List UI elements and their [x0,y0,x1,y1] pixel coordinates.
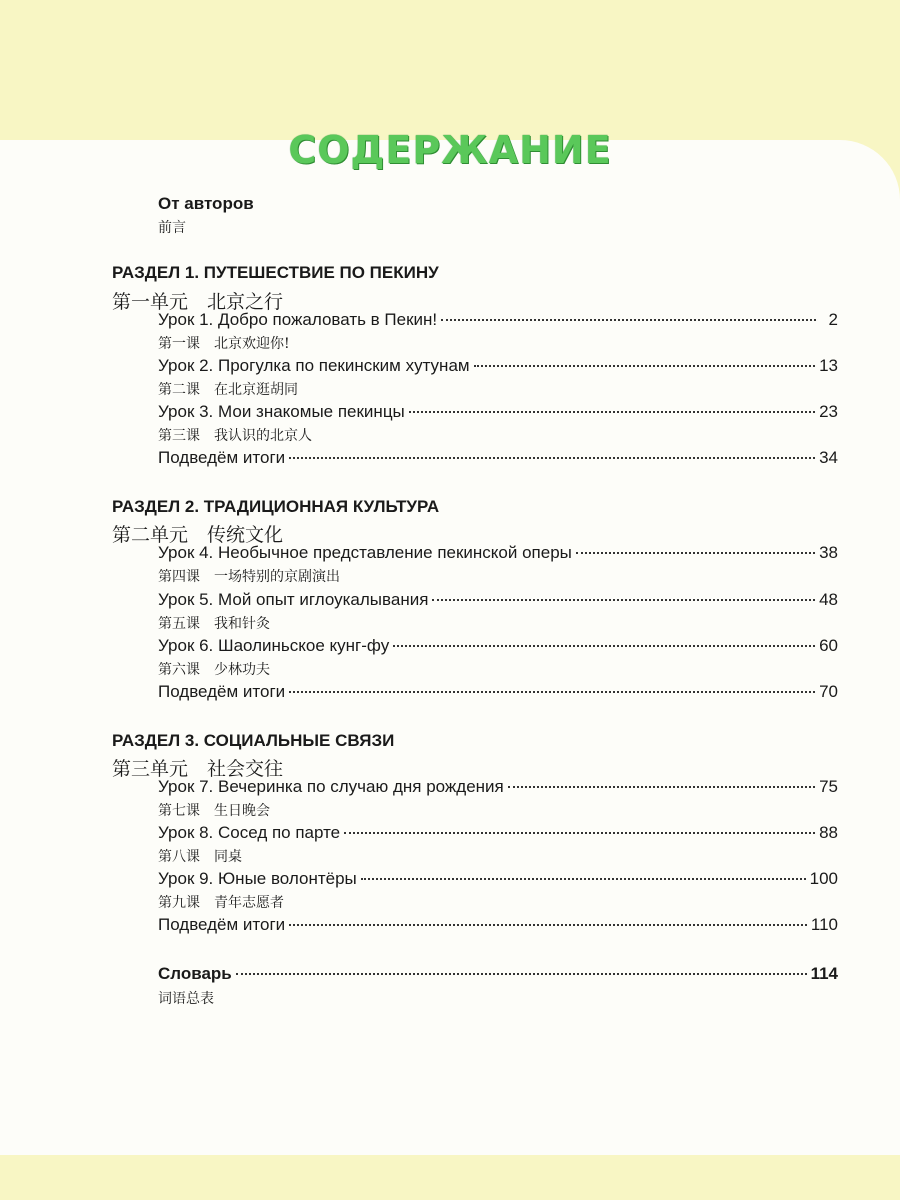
leader-dots [289,691,815,693]
lesson-title-zh: 第六课 少林功夫 [158,662,270,678]
toc-entry[interactable] [158,590,838,610]
toc-entry[interactable] [158,356,838,376]
leader-dots [432,599,815,601]
toc-entry[interactable] [158,823,838,843]
dictionary-title: Словарь [158,964,232,983]
lesson-title-zh: 第一课 北京欢迎你! [158,336,290,352]
lesson-title: Урок 1. Добро пожаловать в Пекин! [158,310,438,329]
lesson-title: Урок 8. Сосед по парте [158,823,341,842]
leader-dots [576,552,815,554]
page-number: 114 [810,964,838,983]
lesson-title: Урок 2. Прогулка по пекинским хутунам [158,356,470,375]
lesson-title-zh: 第八课 同桌 [158,849,242,865]
lesson-title-zh: 第三课 我认识的北京人 [158,428,312,444]
unit-title: 第一单元 北京之行 [112,291,284,313]
leader-dots [474,365,815,367]
lesson-title: Урок 3. Мои знакомые пекинцы [158,402,405,421]
lesson-title: Урок 5. Мой опыт иглоукалывания [158,590,429,609]
leader-dots [409,411,815,413]
toc-entry-summary[interactable] [158,682,838,702]
page-number: 23 [819,402,838,421]
page-number: 100 [809,869,838,888]
lesson-title: Урок 7. Вечеринка по случаю дня рождения [158,777,504,796]
leader-dots [236,973,807,975]
lesson-title-zh: 第五课 我和针灸 [158,616,270,632]
lesson-title-zh: 第四课 一场特别的京剧演出 [158,569,340,585]
toc-entry[interactable] [158,777,838,797]
page-number: 75 [819,777,838,796]
leader-dots [289,457,815,459]
unit-title: 第三单元 社会交往 [112,758,284,780]
page-number: 2 [828,310,838,329]
page-number: 70 [819,682,838,701]
page-number: 38 [819,543,838,562]
page-number: 34 [819,448,838,467]
leader-dots [289,924,807,926]
dictionary-title-zh: 词语总表 [158,991,214,1007]
toc-entry[interactable] [158,869,838,889]
lesson-title: Урок 6. Шаолиньское кунг-фу [158,636,390,655]
summary-title: Подведём итоги [158,915,286,934]
section-heading: РАЗДЕЛ 3. СОЦИАЛЬНЫЕ СВЯЗИ [112,731,395,750]
page-number: 48 [819,590,838,609]
leader-dots [361,878,806,880]
toc-entry-dictionary[interactable] [158,964,838,984]
toc-entry[interactable] [158,543,838,563]
leader-dots [344,832,815,834]
summary-title: Подведём итоги [158,448,286,467]
leader-dots [393,645,815,647]
toc-entry[interactable] [158,402,838,422]
preface-zh: 前言 [158,220,186,236]
toc-entry[interactable] [158,310,838,330]
page-number: 13 [819,356,838,375]
toc-entry[interactable] [158,636,838,656]
unit-title: 第二单元 传统文化 [112,524,284,546]
section-heading: РАЗДЕЛ 1. ПУТЕШЕСТВИЕ ПО ПЕКИНУ [112,263,439,282]
lesson-title: Урок 9. Юные волонтёры [158,869,357,888]
lesson-title-zh: 第二课 在北京逛胡同 [158,382,298,398]
summary-title: Подведём итоги [158,682,286,701]
page-number: 88 [819,823,838,842]
page-number: 60 [819,636,838,655]
page-number: 110 [810,915,838,934]
toc-entry-summary[interactable] [158,915,838,935]
preface-ru: От авторов [158,194,254,213]
leader-dots [508,786,815,788]
lesson-title: Урок 4. Необычное представление пекинской оперы [158,543,572,562]
section-heading: РАЗДЕЛ 2. ТРАДИЦИОННАЯ КУЛЬТУРА [112,497,440,516]
lesson-title-zh: 第七课 生日晚会 [158,803,270,819]
page-title: СОДЕРЖАНИЕ [288,128,612,172]
lesson-title-zh: 第九课 青年志愿者 [158,895,284,911]
toc-entry-summary[interactable] [158,448,838,468]
leader-dots [441,319,816,321]
